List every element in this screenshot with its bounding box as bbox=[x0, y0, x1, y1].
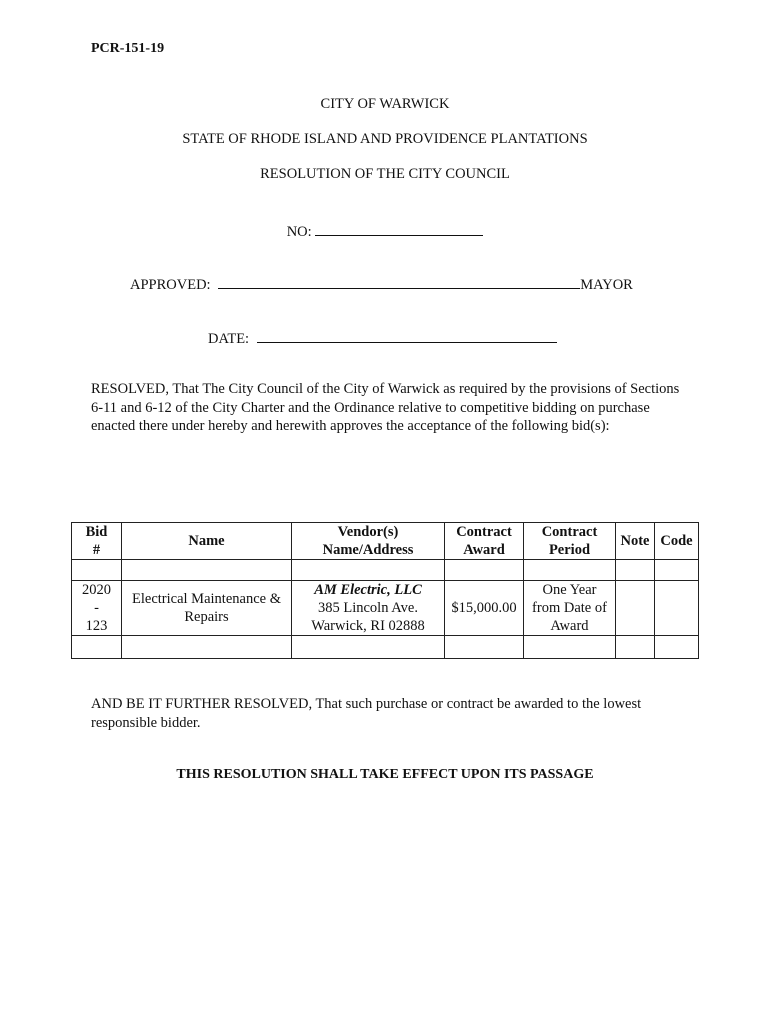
cell-bid-number: 2020 - 123 bbox=[72, 581, 122, 636]
date-blank-line bbox=[257, 328, 557, 343]
approved-field-row bbox=[130, 274, 633, 294]
cell-vendor: AM Electric, LLC 385 Lincoln Ave. Warwick, RI 02888 bbox=[292, 581, 445, 636]
state-heading: STATE OF RHODE ISLAND AND PROVIDENCE PLANTATIONS bbox=[182, 131, 588, 147]
header-bid: Bid # bbox=[72, 523, 122, 560]
mayor-label: MAYOR bbox=[580, 277, 633, 293]
approved-blank-line bbox=[218, 274, 580, 289]
city-heading: CITY OF WARWICK bbox=[320, 96, 450, 112]
document-number: PCR-151-19 bbox=[91, 41, 165, 56]
header-name: Name bbox=[122, 523, 292, 560]
resolution-heading: RESOLUTION OF THE CITY COUNCIL bbox=[260, 166, 510, 182]
number-field-row bbox=[0, 221, 770, 241]
further-resolved-paragraph: AND BE IT FURTHER RESOLVED, That such purchase or contract be awarded to the lowest responsible bidder. bbox=[91, 696, 642, 731]
header-code: Code bbox=[655, 523, 699, 560]
header-contract-period: Contract Period bbox=[524, 523, 616, 560]
table-row bbox=[72, 581, 699, 636]
cell-note bbox=[616, 581, 655, 636]
bids-table bbox=[71, 522, 699, 659]
table-row bbox=[72, 636, 699, 659]
cell-contract-period: One Year from Date of Award bbox=[524, 581, 616, 636]
date-label: DATE: bbox=[208, 331, 250, 347]
closing-statement: THIS RESOLUTION SHALL TAKE EFFECT UPON ITS PASSAGE bbox=[176, 767, 594, 782]
header-note: Note bbox=[616, 523, 655, 560]
date-field-row bbox=[208, 328, 557, 348]
approved-label: APPROVED: bbox=[130, 277, 211, 293]
number-label: NO: bbox=[286, 224, 312, 240]
header-vendor: Vendor(s) Name/Address bbox=[292, 523, 445, 560]
cell-name: Electrical Maintenance & Repairs bbox=[122, 581, 292, 636]
number-blank-line bbox=[315, 221, 483, 236]
table-header-row bbox=[72, 523, 699, 560]
cell-code bbox=[655, 581, 699, 636]
cell-contract-award: $15,000.00 bbox=[445, 581, 524, 636]
header-contract-award: Contract Award bbox=[445, 523, 524, 560]
resolved-paragraph: RESOLVED, That The City Council of the City of Warwick as required by the provisions of Sections 6-11 and 6-12 of the City Charter and the Ordinance relative to competitive bidding on purchase enacted there under hereby and herewith approves the acceptance of the following bid(s): bbox=[91, 381, 680, 434]
table-row bbox=[72, 560, 699, 581]
